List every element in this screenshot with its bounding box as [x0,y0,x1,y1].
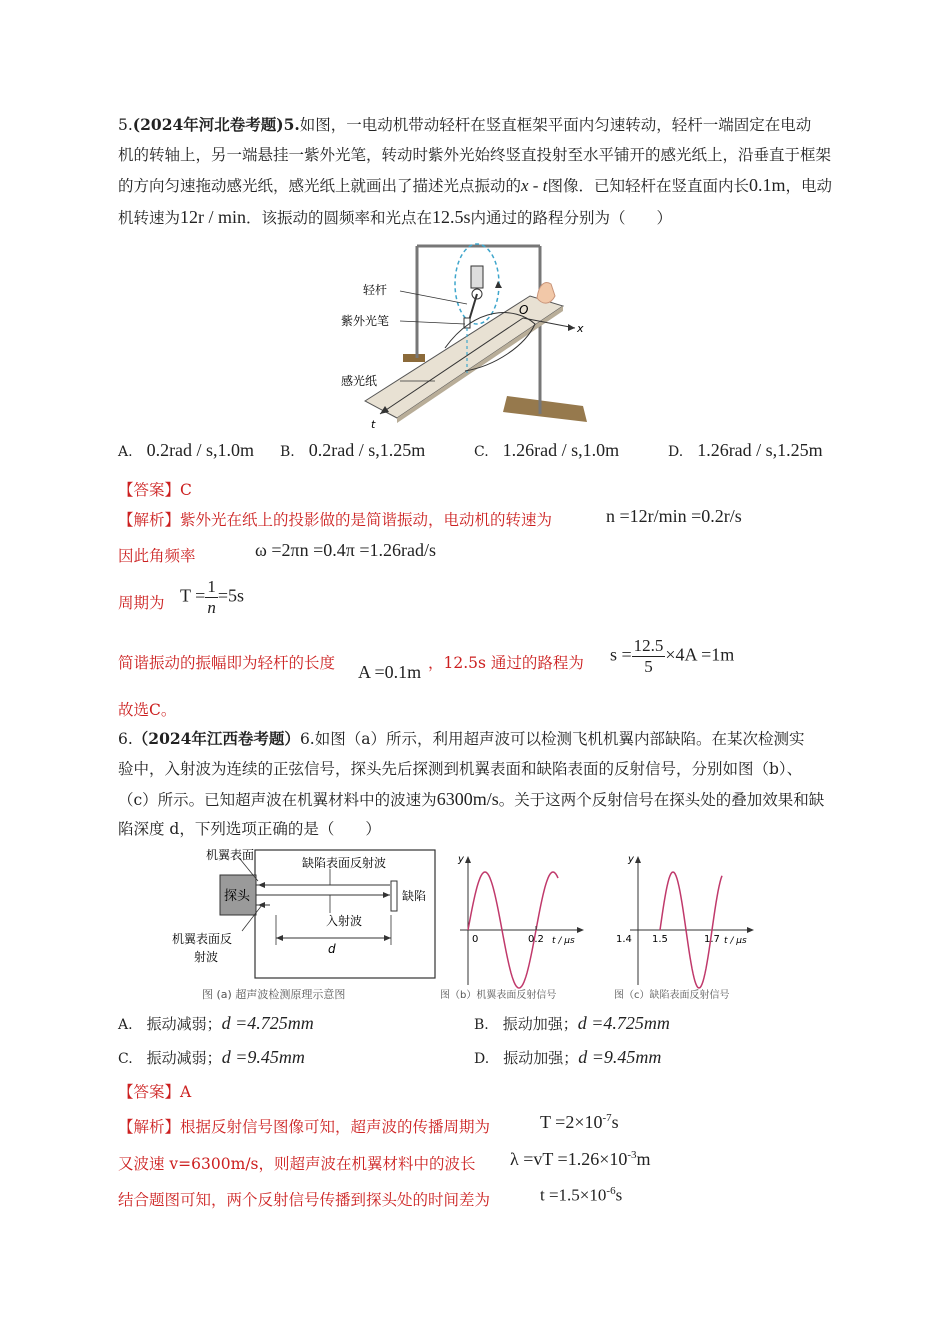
q6-stem-text-2: 验中，入射波为连续的正弦信号，探头先后探测到机翼表面和缺陷表面的反射信号，分别如图（b）、 [118,760,803,778]
q6-eq-period [540,1112,619,1133]
q5-option-d[interactable] [668,440,823,461]
label-surface: 机翼表面 [206,848,255,862]
label-incident: 入射波 [326,914,363,928]
label-surface-reflect-2: 射波 [194,950,219,964]
q5-analysis-1 [118,508,552,530]
q5-analysis-4a: 简谐振动的振幅即为轻杆的长度 [118,654,336,672]
q5-figure [325,236,595,436]
q5-stem-text-4c: 内通过的路程分别为（ ） [470,209,673,227]
q6-option-b[interactable] [474,1013,670,1034]
q6-speed: 6300m/s [436,789,499,809]
q5-source: (2024年河北卷考题) [132,115,284,134]
q6-analysis-2: 又波速 v=6300m/s，则超声波在机翼材料中的波长 [118,1155,476,1173]
q5-number: 5. [118,116,133,134]
eq-main: t =1.5×10 [540,1185,607,1205]
eq-lhs: s = [610,644,632,665]
q6-option-c[interactable] [118,1047,305,1068]
label-t: t / μs [724,936,747,946]
label-origin: 0 [472,934,479,945]
arrow [747,927,754,933]
arrow [383,892,390,898]
caption-b: 图（b）机翼表面反射信号 [440,990,557,1001]
q5-option-b[interactable] [280,440,425,461]
q6-stem-line1 [118,724,838,754]
eq-exp: -6 [606,1185,616,1197]
rotation-arrow [495,281,502,288]
arrow [465,856,471,863]
label-x: x [577,322,584,335]
q6-figure-a [170,845,440,1005]
eq-unit: s [615,1185,623,1205]
q5-stem-text-3c: ，电动 [785,177,832,195]
option-value: 0.2rad / s,1.0m [146,440,255,460]
fraction [205,577,218,618]
eq-unit: m [636,1149,651,1169]
eq-rhs: ×4A =1m [665,644,735,665]
q5-stem-text-4a: 机转速为 [118,209,181,227]
option-value: 0.2rad / s,1.25m [308,440,426,460]
q6-stem-line4 [118,814,838,844]
q6-option-a[interactable] [118,1013,314,1034]
q5-number-inner: 5. [283,115,300,134]
option-label: D. [474,1051,490,1067]
q6-option-d[interactable] [474,1047,661,1068]
q5-stem-line2 [118,140,838,170]
q5-stem-text-2: 机的转轴上，另一端悬挂一紫外光笔，转动时紫外光始终竖直投射至水平铺开的感光纸上，沿垂直于框架 [118,146,832,164]
defect-block [391,881,397,911]
label-tick: 0.2 [528,934,544,945]
label-paper: 感光纸 [341,374,378,388]
label-defect: 缺陷 [402,889,427,903]
numerator: 1 [207,577,216,596]
label-pen: 紫外光笔 [341,314,390,328]
q5-eq-distance [610,636,734,677]
q5-length: 0.1m [748,175,786,195]
q6-figure-c [610,850,760,1005]
q5-stem-text-1: 如图，一电动机带动轻杆在竖直框架平面内匀速转动，轻杆一端固定在电动 [299,116,812,134]
q5-stem-line3 [118,170,838,201]
label-rod: 轻杆 [363,283,388,297]
q5-stem-line4 [118,202,838,233]
q6-stem-text-4: 陷深度 d，下列选项正确的是（ ） [118,820,381,838]
q6-figure-b [440,850,590,1005]
q5-stem-line1 [118,110,838,140]
label-origin: O [519,303,529,317]
option-label: D. [668,444,684,460]
q5-time: 12.5s [432,207,471,227]
eq-main: λ =vT =1.26×10 [510,1149,628,1169]
q5-eq-period [180,577,244,618]
option-value: d =4.725mm [221,1013,314,1033]
base-left [403,354,425,362]
eq-lhs: T = [180,585,206,606]
option-value: d =4.725mm [577,1013,670,1033]
option-label: B. [280,444,295,460]
q5-option-c[interactable] [474,440,619,461]
eq-exp: -7 [602,1112,612,1124]
q5-analysis-3: 周期为 [118,594,165,612]
option-text: 振动加强； [503,1049,579,1067]
leader-pen [400,321,465,324]
eq-rhs: =5s [217,585,244,606]
q6-stem-line3 [118,784,838,815]
option-text: 振动减弱； [146,1049,222,1067]
x-arrow [568,324,575,331]
q5-option-a[interactable] [118,440,254,461]
q6-eq-time [540,1185,622,1206]
q5-eq-amplitude: A =0.1m [358,662,422,682]
caption-c: 图（c）缺陷表面反射信号 [614,990,730,1001]
q6-source: （2024年江西卷考题） [132,729,300,748]
label-tick2: 1.5 [652,934,668,945]
option-label: A. [118,1017,133,1033]
q5-eq-omega: ω =2πn =0.4π =1.26rad/s [255,540,436,560]
motor [471,266,483,288]
q6-answer: 【答案】A [118,1083,192,1101]
q5-analysis-4b: ，12.5s 通过的路程为 [428,654,584,672]
option-label: B. [474,1017,489,1033]
eq-exp: -3 [627,1149,637,1161]
arrow [276,935,283,941]
arrow [384,935,391,941]
option-label: C. [474,444,489,460]
q5-stem-text-4b: ．该振动的圆频率和光点在 [246,209,433,227]
arrow [577,927,584,933]
caption-a: 图 (a) 超声波检测原理示意图 [202,988,346,1001]
q5-answer: 【答案】C [118,481,192,499]
t-axis [380,318,523,414]
arrow [258,882,265,888]
q6-analysis-3: 结合题图可知，两个反射信号传播到探头处的时间差为 [118,1191,491,1209]
label-probe: 探头 [224,889,251,904]
label-surface-reflect-1: 机翼表面反 [172,932,233,946]
label-d: d [328,942,336,956]
base-right [503,396,587,422]
q6-stem-line2 [118,754,838,784]
q5-stem-text-3b: 图像．已知轻杆在竖直面内长 [547,177,749,195]
option-label: C. [118,1051,133,1067]
analysis-tag: 【解析】 [118,511,181,529]
arrow [635,856,641,863]
eq-unit: s [611,1112,619,1132]
q5-stem-text-3a: 的方向匀速拖动感光纸，感光纸上就画出了描述光点振动的 [118,177,522,195]
q5-xt: x - t [521,176,548,195]
option-text: 振动加强； [502,1015,578,1033]
q5-analysis-2: 因此角频率 [118,547,196,565]
q5-conclusion: 故选C。 [118,701,177,719]
fraction [632,636,666,677]
q6-stem-text-3a: （c）所示。已知超声波在机翼材料中的波速为 [118,791,437,809]
label-t: t [371,418,376,431]
analysis-text: 紫外光在纸上的投影做的是简谐振动，电动机的转速为 [180,511,553,529]
analysis-tag: 【解析】 [118,1118,181,1136]
q5-eq-speed: n =12r/min =0.2r/s [606,506,742,526]
q6-eq-wavelength [510,1149,651,1170]
q6-stem-text-3b: 。关于这两个反射信号在探头处的叠加效果和缺 [498,791,825,809]
q6-number-inner: 6. [299,730,315,748]
q6-analysis-1 [118,1115,490,1137]
label-y: y [628,854,634,865]
label-t: t / μs [552,936,575,946]
label-tick1: 1.4 [616,934,632,945]
denominator: n [207,598,216,617]
q5-speed: 12r / min [180,207,247,227]
option-value: d =9.45mm [578,1047,662,1067]
option-value: d =9.45mm [221,1047,305,1067]
option-label: A. [118,444,133,460]
eq-main: T =2×10 [540,1112,603,1132]
label-defect-reflect: 缺陷表面反射波 [302,856,387,870]
analysis-text: 根据反射信号图像可知，超声波的传播周期为 [180,1118,491,1136]
option-text: 振动减弱； [146,1015,222,1033]
label-y: y [458,854,464,865]
q6-number: 6. [118,730,133,748]
denominator: 5 [644,657,653,676]
label-tick3: 1.7 [704,934,720,945]
option-value: 1.26rad / s,1.25m [697,440,823,460]
option-value: 1.26rad / s,1.0m [502,440,620,460]
q6-stem-text-1: 如图（a）所示，利用超声波可以检测飞机机翼内部缺陷。在某次检测实 [314,730,805,748]
numerator: 12.5 [633,636,664,655]
